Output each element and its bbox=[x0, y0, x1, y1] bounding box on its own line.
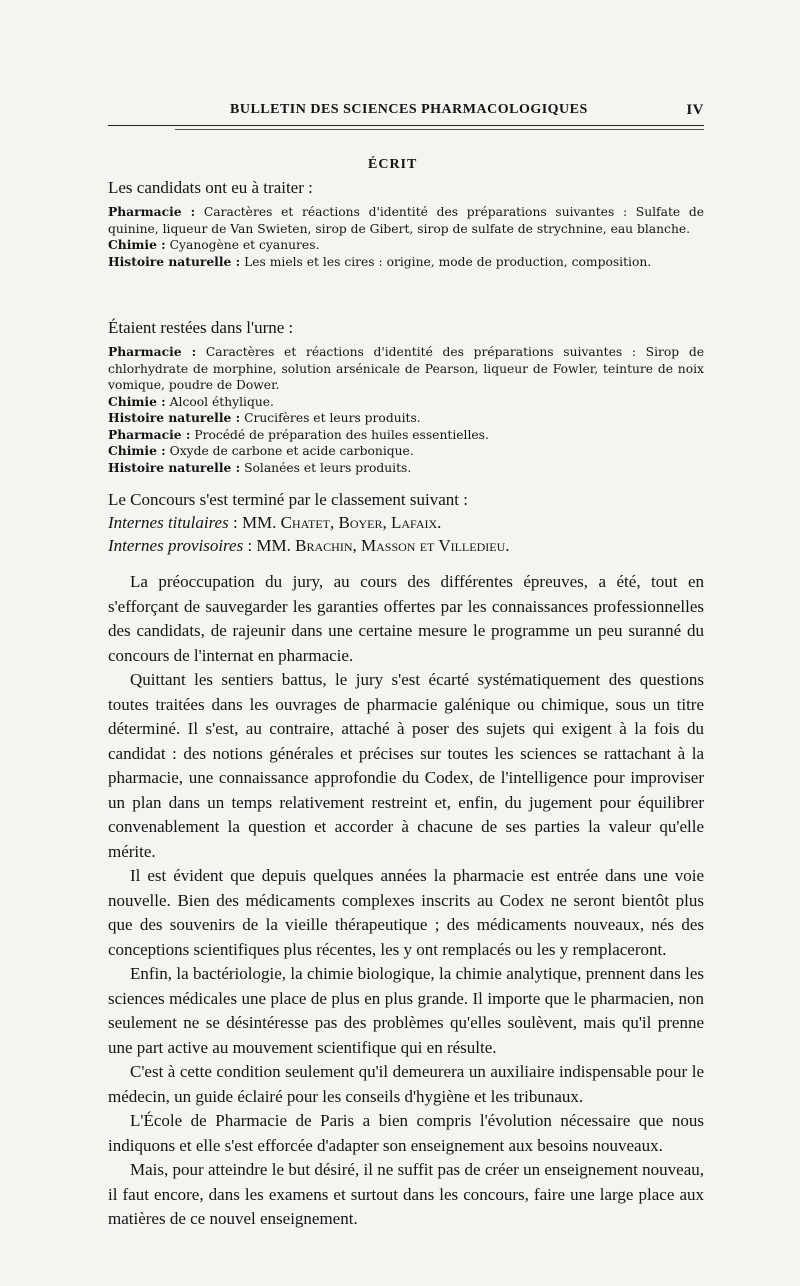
journal-title: BULLETIN DES SCIENCES PHARMACOLOGIQUES bbox=[230, 102, 588, 117]
header-rule bbox=[108, 125, 704, 126]
urn-item: Histoire naturelle : Solanées et leurs produits. bbox=[108, 459, 412, 475]
body-paragraph: Il est évident que depuis quelques années la pharmacie est entrée dans une voie nouvelle. Bien des médicaments complexes inscrits au Codex ne seront bientôt plus que des souvenirs de la vieille thérapeutique ; des médicaments nouveaux, nés des conceptions scientifiques plus récentes, les y ont remplacés ou les y remplaceront. bbox=[108, 866, 704, 959]
body-paragraph: Mais, pour atteindre le but désiré, il ne suffit pas de créer un enseignement nouveau, il faut encore, dans les examens et surtout dans les concours, faire une large place aux matières de ce nouvel enseignement. bbox=[108, 1160, 704, 1228]
written-item: Chimie : Cyanogène et cyanures. bbox=[108, 237, 320, 252]
ranking bbox=[108, 488, 704, 557]
written-item: Histoire naturelle : Les miels et les cires : origine, mode de production, composition. bbox=[108, 253, 652, 269]
written-subjects bbox=[108, 204, 704, 270]
urn-item: Pharmacie : Procédé de préparation des huiles essentielles. bbox=[108, 426, 489, 442]
header-rule-thin bbox=[175, 129, 704, 130]
urn-item: Histoire naturelle : Crucifères et leurs produits. bbox=[108, 410, 421, 425]
intro-urn: Étaient restées dans l'urne : bbox=[108, 318, 294, 337]
page-number: IV bbox=[686, 102, 704, 118]
body-paragraph: L'École de Pharmacie de Paris a bien compris l'évolution nécessaire que nous indiquons et elle s'est efforcée d'adapter son enseignement aux besoins nouveaux. bbox=[108, 1111, 704, 1155]
written-item: Pharmacie : Caractères et réactions d'identité des préparations suivantes : Sulfate de quinine, liqueur de Van Swieten, sirop de Gibert, sirop de sulfate de strychnine, eau blanche. bbox=[108, 204, 704, 236]
body-paragraph: Quittant les sentiers battus, le jury s'est écarté systématiquement des questions toutes traitées dans les ouvrages de pharmacie galénique ou chimique, sous un titre déterminé. Il s'est, au contraire, attaché à poser des sujets qui exigent à la fois du candidat : des notions générales et précises sur toutes les sciences se rattachant à la pharmacie, une connaissance approfondie du Codex, de l'intelligence pour improviser un plan dans un temps relativement restreint et, enfin, du jugement pour équilibrer convenablement la question et accorder à chacune de ses parties la valeur qu'elle mérite. bbox=[108, 670, 704, 861]
urn-subjects bbox=[108, 344, 704, 476]
body-paragraph: Enfin, la bactériologie, la chimie biologique, la chimie analytique, prennent dans les sciences médicales une place de plus en plus grande. Il importe que le pharmacien, non seulement ne se désintéresse pas des problèmes qu'elles soulèvent, mais qu'il prenne une part active au mouvement scientifique qui en résulte. bbox=[108, 964, 704, 1057]
section-title: ÉCRIT bbox=[368, 157, 418, 172]
body-paragraph: C'est à cette condition seulement qu'il demeurera un auxiliaire indispensable pour le médecin, un guide éclairé pour les conseils d'hygiène et les tribunaux. bbox=[108, 1062, 704, 1106]
ranking-provisoires: Internes provisoires : MM. Brachin, Masson et Villedieu. bbox=[108, 536, 510, 555]
ranking-titulaires: Internes titulaires : MM. Chatet, Boyer, Lafaix. bbox=[108, 513, 442, 532]
ranking-intro: Le Concours s'est terminé par le classement suivant : bbox=[108, 490, 468, 509]
urn-item: Chimie : Oxyde de carbone et acide carbonique. bbox=[108, 443, 414, 458]
intro-written: Les candidats ont eu à traiter : bbox=[108, 178, 313, 197]
body-text bbox=[108, 570, 704, 1232]
running-header bbox=[108, 100, 704, 122]
urn-item: Pharmacie : Caractères et réactions d'identité des préparations suivantes : Sirop de chlorhydrate de morphine, solution arsénicale de Pearson, liqueur de Fowler, teinture de noix vomique, poudre de Dower. bbox=[108, 344, 704, 392]
body-paragraph: La préoccupation du jury, au cours des différentes épreuves, a été, tout en s'efforçant de sauvegarder les garanties offertes par les connaissances professionnelles des candidats, de rajeunir dans une certaine mesure le programme un peu suranné du concours de l'internat en pharmacie. bbox=[108, 572, 704, 665]
urn-item: Chimie : Alcool éthylique. bbox=[108, 393, 274, 409]
